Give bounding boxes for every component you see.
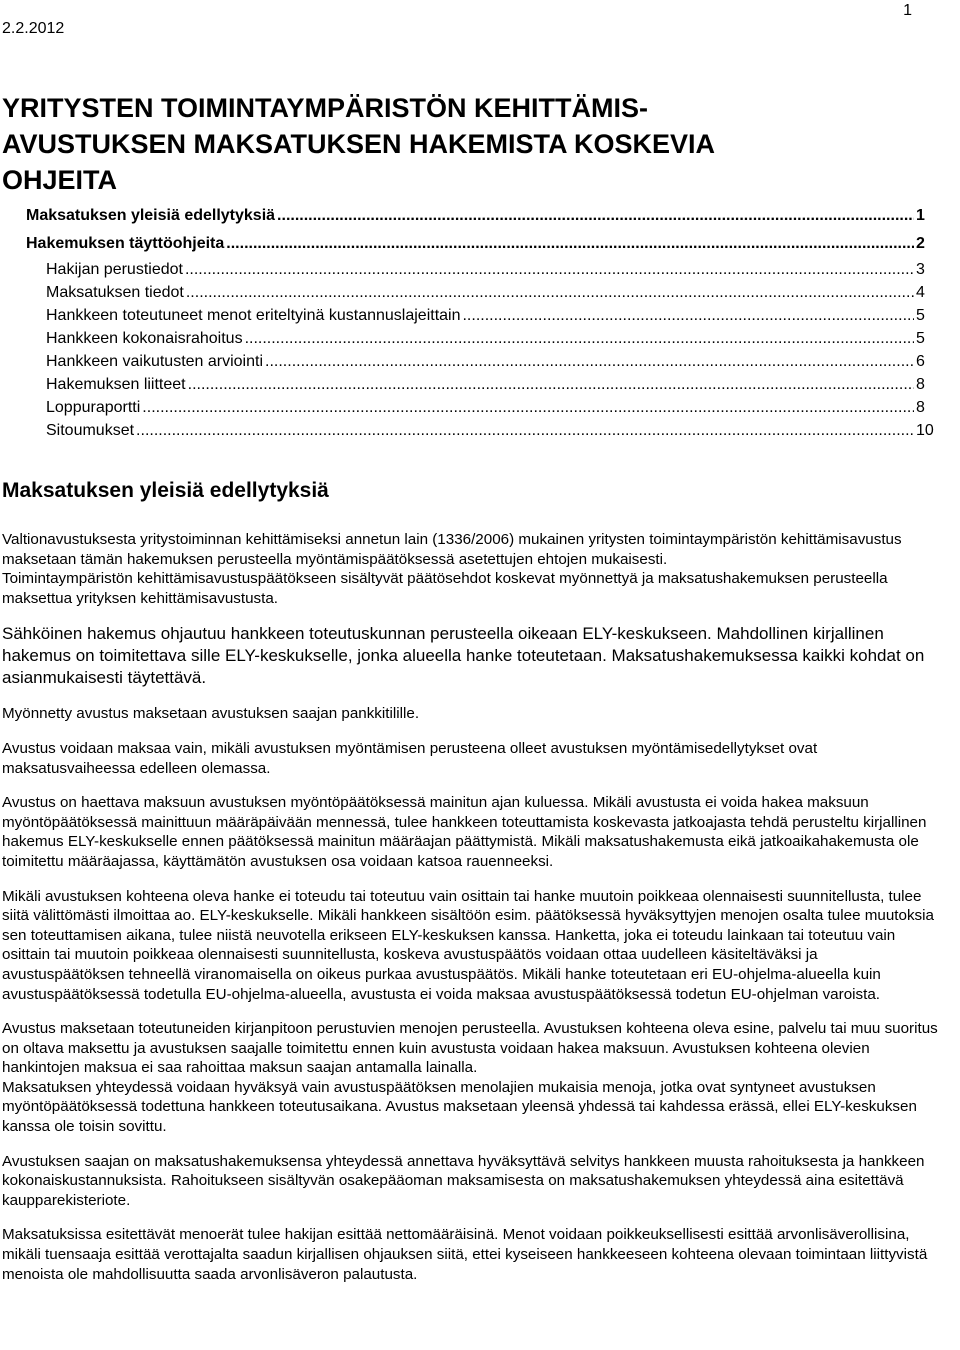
toc-leader-dots bbox=[188, 373, 914, 396]
toc-entry-page: 8 bbox=[916, 376, 925, 393]
toc-leader-dots bbox=[142, 396, 914, 419]
paragraph: Avustus maksetaan toteutuneiden kirjanpitoon perustuvien menojen perusteella. Avustuksen kohteena oleva esine, palvelu tai muu suoritus on oltava maksettu ja avustuksen saajalle toimitettu ennen kuin avustusta voidaan hakea maksuun. Avustuksen kohteena olevien hankintojen maksua ei saa rahoittaa maksun saajan antamalla lainalla. bbox=[2, 1020, 938, 1077]
toc-entry-page: 2 bbox=[916, 235, 925, 252]
document-date: 2.2.2012 bbox=[2, 20, 65, 37]
toc-entry-title: Hankkeen vaikutusten arviointi bbox=[46, 353, 264, 370]
toc-entry-page: 5 bbox=[916, 307, 925, 324]
paragraph: Mikäli avustuksen kohteena oleva hanke ei toteudu tai toteutuu vain osittain tai hanke muutoin poikkeaa olennaisesti suunnitellusta, tulee siitä välittömästi ilmoittaa ao. ELY-keskukselle. Mikäli hankkeen sisältöön esim. päätöksessä hyväksyttyjen menojen osalta tulee muutoksia sen toteuttamisen aikana, tulee niistä neuvotella erikseen ELY-keskuksen kanssa. Hanketta, joka ei toteudu lainkaan tai toteutuu vain osittain tai muutoin poikkeaa olennaisesti suunnitellusta, koskeva avustuspäätös voidaan ottaa uudelleen käsiteltäväksi ja avustuspäätöksen tehneellä viranomaisella on oikeus purkaa avustuspäätös. Mikäli hanke toteutetaan eri EU-ohjelma-alueella kuin avustuspäätöksessä todetulla EU-ohjelma-alueella, avustusta ei voida maksaa avustuspäätöksessä todetun EU-ohjelman varoista. bbox=[2, 887, 934, 1003]
toc-entry[interactable] bbox=[2, 230, 960, 258]
toc-leader-dots bbox=[462, 304, 914, 327]
toc-entry[interactable] bbox=[2, 258, 960, 281]
title-line-1: YRITYSTEN TOIMINTAYMPÄRISTÖN KEHITTÄMIS- bbox=[2, 93, 649, 123]
toc-entry-title: Hakemuksen liitteet bbox=[46, 376, 186, 393]
paragraph: Toimintaympäristön kehittämisavustuspäätökseen sisältyvät päätösehdot koskevat myönnettyä ja maksatushakemuksen perusteella maksettua yrityksen kehittämisavustusta. bbox=[2, 570, 888, 607]
toc-entry-page: 4 bbox=[916, 284, 925, 301]
toc-entry-page: 8 bbox=[916, 399, 925, 416]
toc-leader-dots bbox=[226, 230, 914, 258]
paragraph: Avustus on haettava maksuun avustuksen myöntöpäätöksessä mainitun ajan kuluessa. Mikäli avustusta ei voida hakea maksuun myöntöpäätöksessä mainittuun määräpäivään mennessä, tulee hankkeen toteuttamista koskevasta jatkoajasta tehdä perusteltu kirjallinen hakemus ELY-keskukselle ennen päätöksessä mainitun määräajan päättymistä. Mikäli maksatushakemusta eikä jatkoaikahakemusta ole toimitettu määräajassa, käyttämätön avustuksen osa voidaan katsoa rauenneeksi. bbox=[2, 794, 927, 870]
toc-entry[interactable] bbox=[2, 281, 960, 304]
toc-leader-dots bbox=[265, 350, 914, 373]
toc-entry[interactable] bbox=[2, 419, 960, 442]
paragraph: Myönnetty avustus maksetaan avustuksen saajan pankkitilille. bbox=[2, 705, 420, 723]
toc-leader-dots bbox=[136, 419, 914, 442]
paragraph: Valtionavustuksesta yritystoiminnan kehittämiseksi annetun lain (1336/2006) mukainen yritysten toimintaympäristön kehittämisavustus maksetaan tämän hakemuksen perusteella myöntämispäätöksessä asetettujen ehtojen mukaisesti. bbox=[2, 531, 902, 568]
section-heading: Maksatuksen yleisiä edellytyksiä bbox=[2, 479, 329, 502]
paragraph: Maksatuksen yhteydessä voidaan hyväksyä vain avustuspäätöksen menolajien mukaisia menoja, jotka ovat syntyneet avustuksen myöntöpäätöksessä todettuna hankkeen toteutusaikana. Avustus maksetaan yleensä yhdessä tai kahdessa erässä, ellei ELY-keskuksen kanssa ole toisin sovittu. bbox=[2, 1078, 917, 1136]
toc-entry-title: Hakemuksen täyttöohjeita bbox=[26, 235, 225, 252]
toc-entry[interactable] bbox=[2, 202, 960, 230]
toc-leader-dots bbox=[245, 327, 914, 350]
paragraph: Avustus voidaan maksaa vain, mikäli avustuksen myöntämisen perusteena olleet avustuksen myöntämisedellytykset ovat maksatusvaiheessa edelleen olemassa. bbox=[2, 739, 818, 777]
toc-entry[interactable] bbox=[2, 373, 960, 396]
toc-entry-page: 3 bbox=[916, 261, 925, 278]
toc-entry-title: Sitoumukset bbox=[46, 422, 135, 439]
toc-entry-title: Maksatuksen tiedot bbox=[46, 284, 184, 301]
toc-entry-page: 10 bbox=[916, 422, 934, 439]
body-text bbox=[2, 530, 942, 1299]
toc-leader-dots bbox=[185, 258, 914, 281]
toc-entry-title: Hankkeen toteutuneet menot eriteltyinä kustannuslajeittain bbox=[46, 307, 461, 324]
paragraph: Avustuksen saajan on maksatushakemuksensa yhteydessä annettava hyväksyttävä selvitys hankkeen muusta rahoituksesta ja hankkeen kokonaiskustannuksista. Rahoitukseen sisältyvän osakepääoman maksamisesta on maksatushakemuksen yhteydessä aina esitettävä kaupparekisteriote. bbox=[2, 1152, 925, 1209]
toc-entry-page: 6 bbox=[916, 353, 925, 370]
table-of-contents bbox=[2, 202, 960, 442]
toc-entry-title: Hankkeen kokonaisrahoitus bbox=[46, 330, 243, 347]
toc-leader-dots bbox=[186, 281, 914, 304]
paragraph: Sähköinen hakemus ohjautuu hankkeen toteutuskunnan perusteella oikeaan ELY-keskukseen. Mahdollinen kirjallinen hakemus on toimitettava sille ELY-keskukselle, jonka alueella hanke toteutetaan. Maksatushakemuksessa kaikki kohdat on asianmukaisesti täytettävä. bbox=[2, 624, 925, 688]
toc-entry-title: Hakijan perustiedot bbox=[46, 261, 183, 278]
page-number: 1 bbox=[903, 2, 912, 19]
toc-entry[interactable] bbox=[2, 327, 960, 350]
toc-entry-title: Maksatuksen yleisiä edellytyksiä bbox=[26, 207, 276, 224]
paragraph: Maksatuksissa esitettävät menoerät tulee hakijan esittää nettomääräisinä. Menot voidaan poikkeuksellisesti esittää arvonlisäverollisina, mikäli tuensaaja esittää verottajalta saadun kirjallisen ohjauksen siitä, ettei kyseiseen hankkeeseen kohteena olevaan toimintaan liittyvistä menoista ole mahdollisuutta saada arvonlisäveron palautusta. bbox=[2, 1226, 928, 1283]
toc-entry-title: Loppuraportti bbox=[46, 399, 141, 416]
document-title bbox=[2, 90, 902, 198]
toc-entry[interactable] bbox=[2, 304, 960, 327]
title-line-3: OHJEITA bbox=[2, 165, 118, 195]
toc-leader-dots bbox=[277, 202, 914, 230]
toc-entry[interactable] bbox=[2, 396, 960, 419]
toc-entry-page: 1 bbox=[916, 207, 925, 224]
toc-entry[interactable] bbox=[2, 350, 960, 373]
toc-entry-page: 5 bbox=[916, 330, 925, 347]
title-line-2: AVUSTUKSEN MAKSATUKSEN HAKEMISTA KOSKEVIA bbox=[2, 129, 716, 159]
